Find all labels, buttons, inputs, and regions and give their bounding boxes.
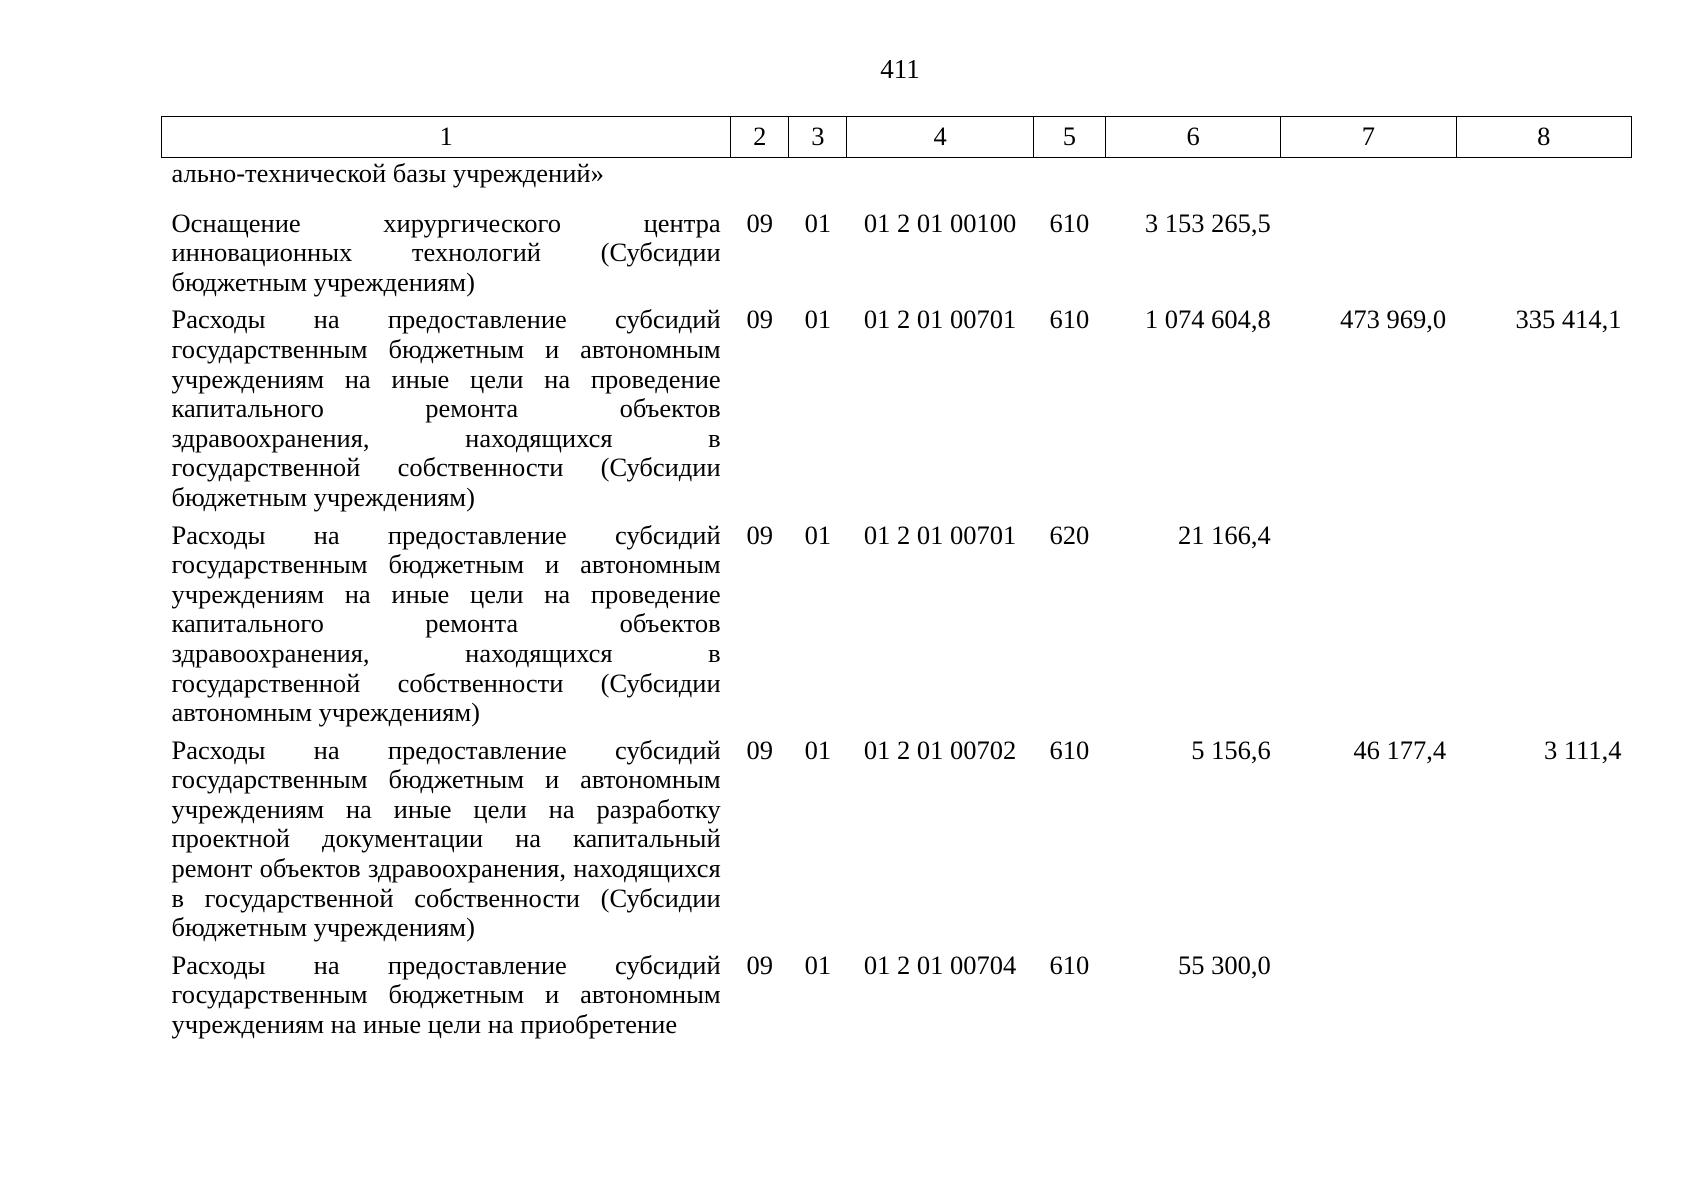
row-amount-col7: 473 969,0: [1340, 304, 1447, 335]
empty-cell: [789, 158, 847, 197]
row-subsection: 01: [804, 734, 832, 765]
row-amount-col8: [1456, 951, 1631, 1048]
header-col-4: 4: [847, 117, 1033, 158]
row-section: 09: [746, 734, 773, 765]
row-section: 09: [746, 304, 773, 335]
empty-cell: [1456, 158, 1631, 197]
header-col-5: 5: [1033, 117, 1105, 158]
row-target-article: 01 2 01 00100: [863, 207, 1017, 238]
row-amount-col7: [1281, 521, 1456, 736]
empty-cell: [1033, 158, 1105, 197]
table-row: [162, 521, 1632, 736]
row-subsection: 01: [804, 304, 832, 335]
header-col-3: 3: [789, 117, 847, 158]
spacer-row: [162, 197, 1632, 209]
row-amount-col6: 55 300,0: [1177, 949, 1271, 980]
row-target-article: 01 2 01 00702: [863, 734, 1017, 765]
row-amount-col8: 3 111,4: [1543, 734, 1622, 765]
empty-cell: [1105, 158, 1280, 197]
budget-table: [161, 116, 1632, 1048]
empty-cell: [731, 158, 789, 197]
empty-cell: [1281, 158, 1456, 197]
table-header: [162, 117, 1632, 158]
row-section: 09: [746, 949, 773, 980]
row-amount-col6: 21 166,4: [1177, 519, 1271, 550]
header-col-6: 6: [1105, 117, 1280, 158]
header-col-2: 2: [731, 117, 789, 158]
row-amount-col7: [1281, 209, 1456, 306]
table-row: [162, 951, 1632, 1048]
continuation-row: [162, 158, 1632, 197]
row-subsection: 01: [804, 207, 832, 238]
row-expense-type: 610: [1049, 949, 1090, 980]
table-row: [162, 209, 1632, 306]
row-description: Расходы на предоставление субсидий государственным бюджетным и автономным учреждениям на иные цели на проведение капитального ремонта объектов здравоохранения, находящихся в государственной собственности (Субсидии бюджетным учреждениям): [171, 304, 721, 512]
table-row: [162, 305, 1632, 520]
table-body: [162, 158, 1632, 1048]
continuation-text: ально-технической базы учреждений»: [171, 158, 604, 188]
header-col-7: 7: [1281, 117, 1456, 158]
row-expense-type: 610: [1049, 207, 1090, 238]
row-expense-type: 620: [1049, 519, 1090, 550]
empty-cell: [847, 158, 1033, 197]
row-amount-col8: [1456, 521, 1631, 736]
row-target-article: 01 2 01 00701: [863, 519, 1017, 550]
row-description: Оснащение хирургического центра инновационных технологий (Субсидии бюджетным учреждениям): [171, 207, 721, 297]
row-section: 09: [746, 519, 773, 550]
header-col-1: 1: [162, 117, 731, 158]
row-amount-col7: 46 177,4: [1353, 734, 1447, 765]
spacer-cell: [162, 197, 1632, 209]
row-amount-col8: [1456, 209, 1631, 306]
row-subsection: 01: [804, 519, 832, 550]
row-section: 09: [746, 207, 773, 238]
row-amount-col6: 1 074 604,8: [1144, 304, 1271, 335]
row-amount-col7: [1281, 951, 1456, 1048]
row-description: Расходы на предоставление субсидий государственным бюджетным и автономным учреждениям на иные цели на приобретение: [171, 949, 721, 1040]
row-amount-col6: 5 156,6: [1191, 734, 1271, 765]
row-target-article: 01 2 01 00701: [863, 304, 1017, 335]
table-row: [162, 736, 1632, 951]
row-subsection: 01: [804, 949, 832, 980]
row-description: Расходы на предоставление субсидий государственным бюджетным и автономным учреждениям на иные цели на разработку проектной документации на капитальный ремонт объектов здравоохранения, находящихся в государственной собственности (Субсидии бюджетным учреждениям): [171, 734, 721, 943]
row-expense-type: 610: [1049, 734, 1090, 765]
row-description: Расходы на предоставление субсидий государственным бюджетным и автономным учреждениям на иные цели на проведение капитального ремонта объектов здравоохранения, находящихся в государственной собственности (Субсидии автономным учреждениям): [171, 519, 721, 728]
header-col-8: 8: [1456, 117, 1631, 158]
header-row: [162, 117, 1632, 158]
page-number: 411: [880, 54, 920, 84]
row-expense-type: 610: [1049, 304, 1090, 335]
row-target-article: 01 2 01 00704: [863, 949, 1017, 980]
row-amount-col8: 335 414,1: [1515, 304, 1622, 335]
row-amount-col6: 3 153 265,5: [1144, 207, 1271, 238]
